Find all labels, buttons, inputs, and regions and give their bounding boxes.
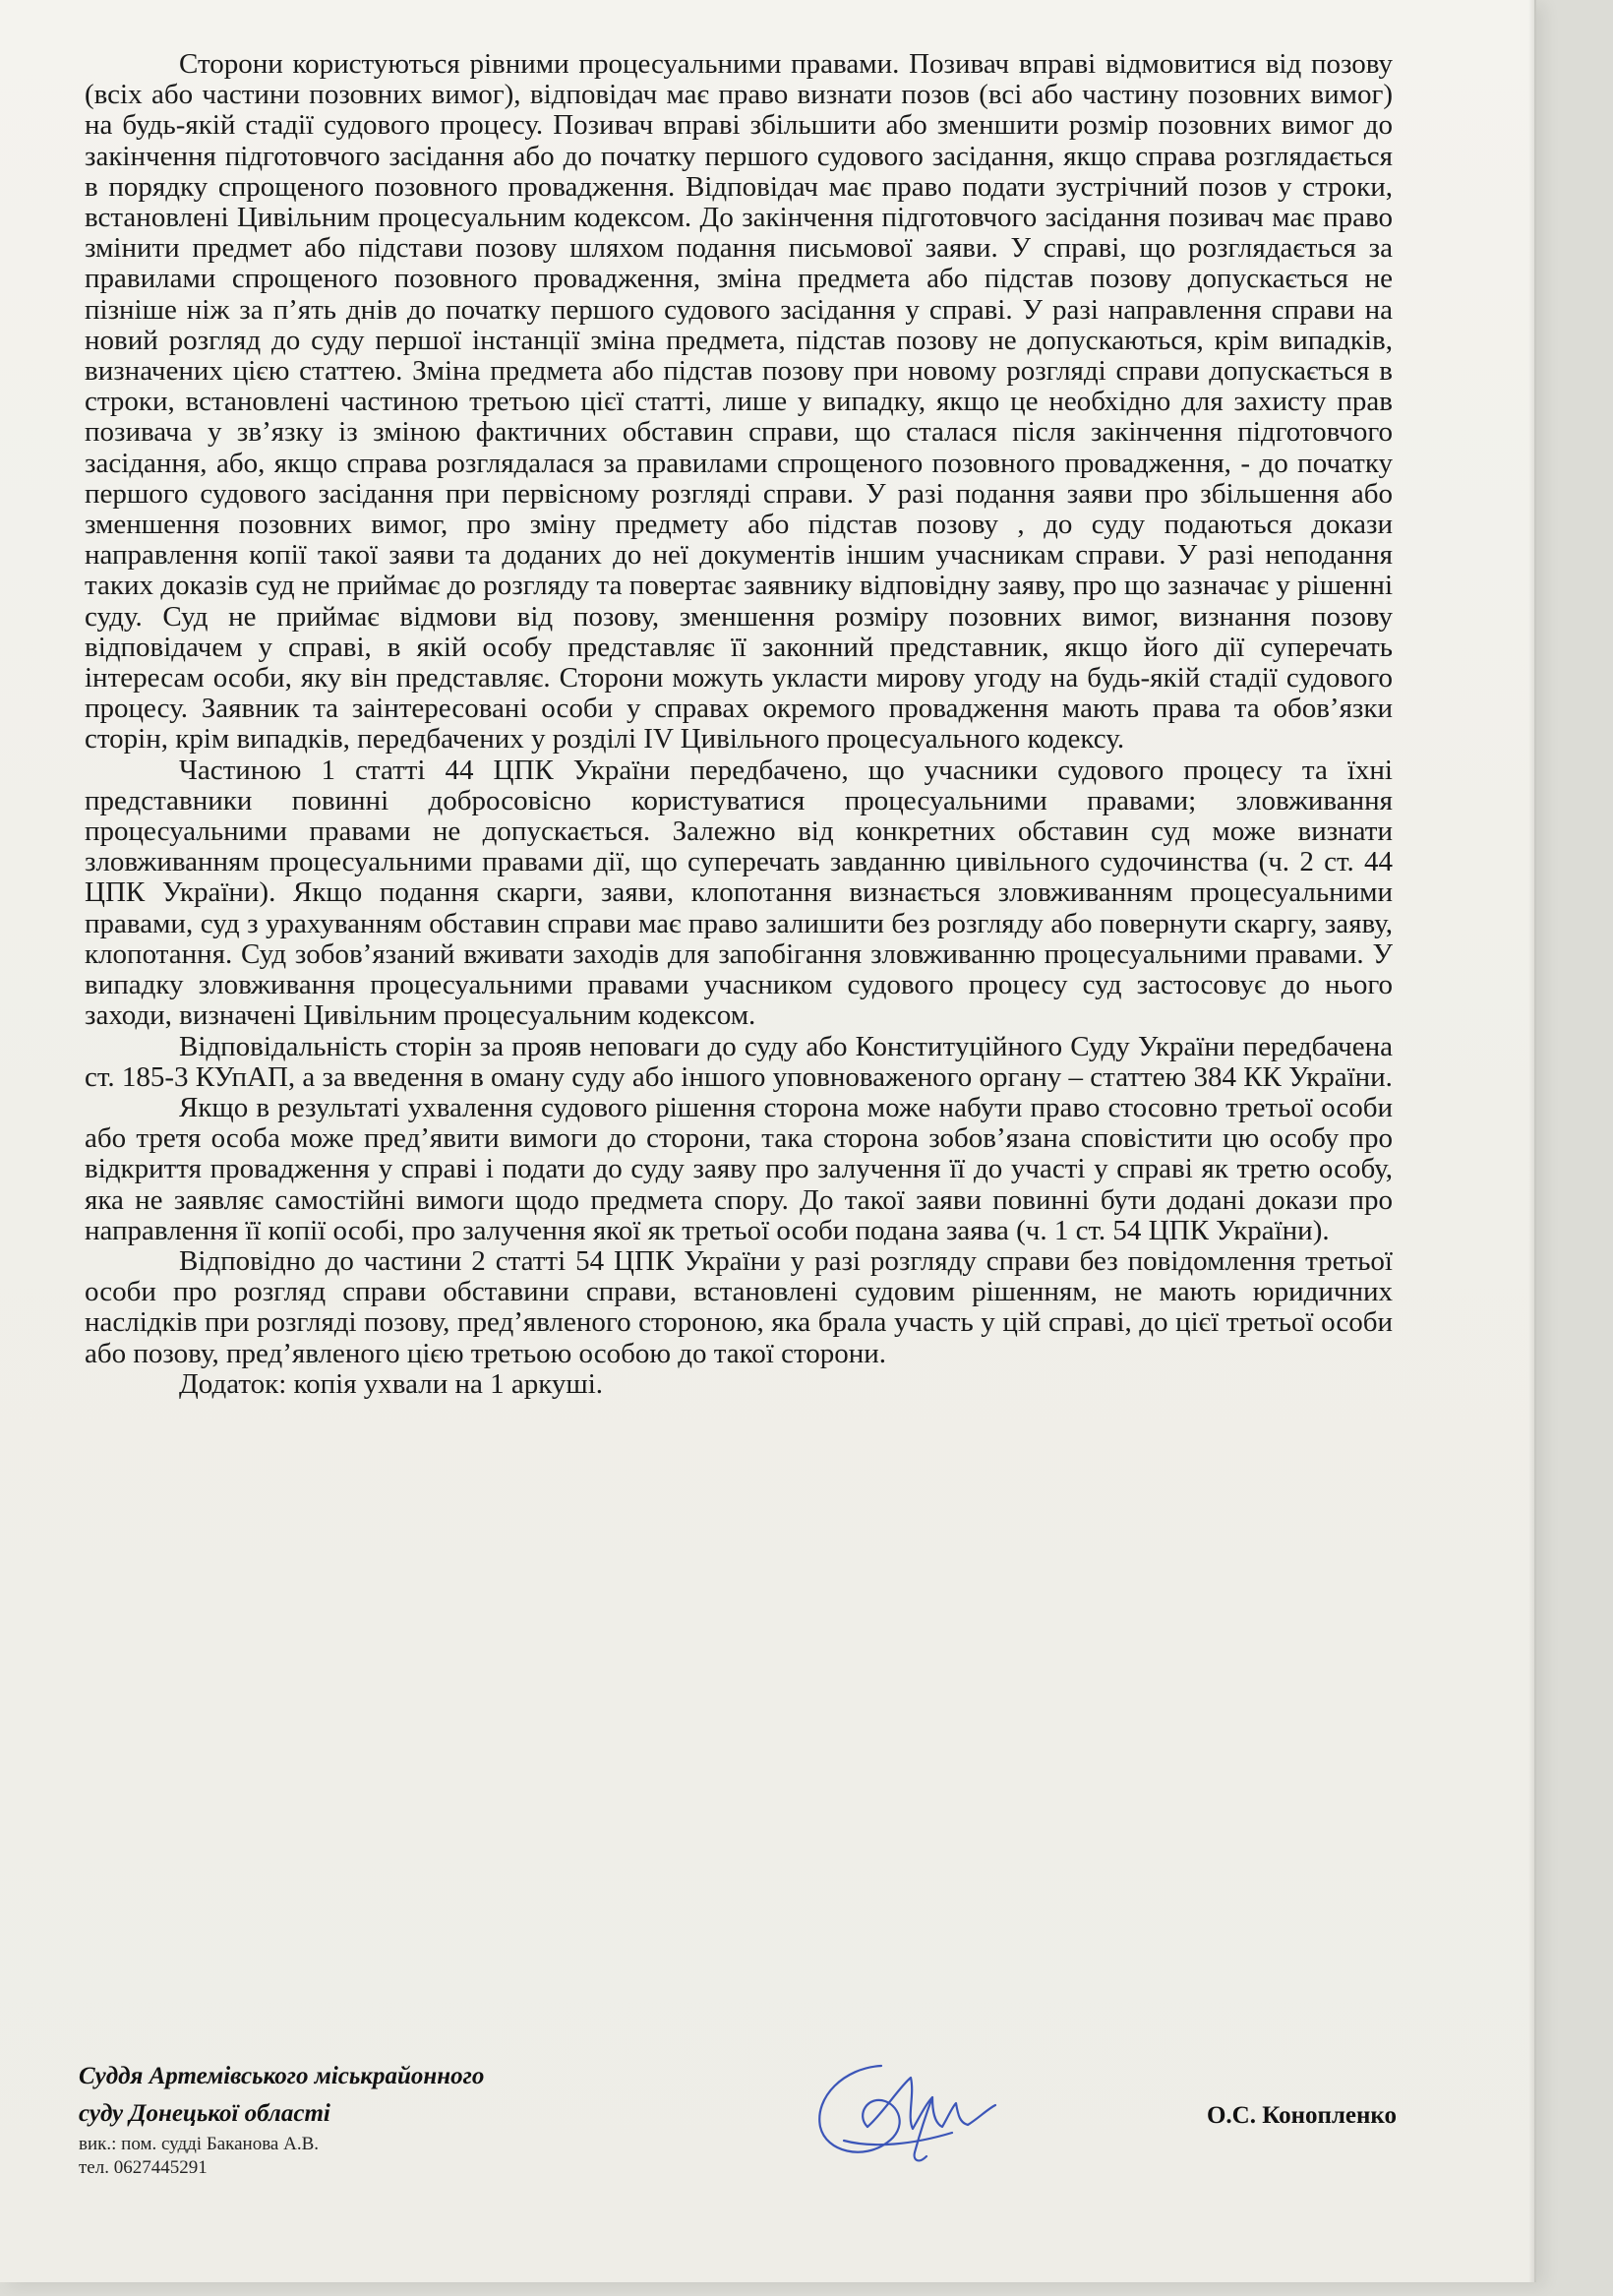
- paragraph-third-party: Якщо в результаті ухвалення судового рішення сторона може набути право стосовно третьої особи або третя особа може пред’явити вимоги до сторони, така сторона зобов’язана сповістити цю особу про відкриття провадження у справі і подати до суду заяву про залучення її до участі у справі як третю особу, яка не заявляє самостійні вимоги щодо предмета спору. До такої заяви повинні бути додані докази про направлення її копії особі, про залучення якої як третьої особи подана заява (ч. 1 ст. 54 ЦПК України).: [85, 1091, 1393, 1246]
- paragraph-article-44: Частиною 1 статті 44 ЦПК України передбачено, що учасники судового процесу та їхні представники повинні добросовісно користуватися процесуальними правами; зловживання процесуальними правами не допускається. Залежно від конкретних обставин суд може визнати зловживанням процесуальними правами дії, що суперечать завданню цивільного судочинства (ч. 2 ст. 44 ЦПК України). Якщо подання скарги, заяви, клопотання визнається зловживанням процесуальними правами, суд з урахуванням обставин справи має право залишити без розгляду або повернути скаргу, заяву, клопотання. Суд зобов’язаний вживати заходів для запобігання зловживанню процесуальними правами. У випадку зловживання процесуальними правами учасником судового процесу суд застосовує до нього заходи, визначені Цивільним процесуальним кодексом.: [85, 754, 1393, 1032]
- signature-main-stroke: [867, 2078, 995, 2129]
- signer-name: О.С. Конопленко: [1206, 2102, 1397, 2129]
- signature-loop-stroke: [819, 2066, 899, 2152]
- executor-line: вик.: пом. судді Баканова А.В.: [79, 2134, 320, 2154]
- document-body: [85, 49, 1393, 1400]
- paragraph-attachment: Додаток: копія ухвали на 1 аркуші.: [179, 1367, 604, 1400]
- paragraph-article-54: Відповідно до частини 2 статті 54 ЦПК України у разі розгляду справи без повідомлення третьої особи про розгляд справи обставини справи, встановлені судовим рішенням, не мають юридичних наслідків при розгляді позову, пред’явленого стороною, яка брала участь у цій справі, до цієї третьої особи або позову, пред’явленого цією третьою особою до такої сторони.: [85, 1244, 1393, 1369]
- paragraph-parties-rights: Сторони користуються рівними процесуальними правами. Позивач вправі відмовитися від позову (всіх або частини позовних вимог), відповідач має право визнати позов (всі або частину позовних вимог) на будь-якій стадії судового процесу. Позивач вправі збільшити або зменшити розмір позовних вимог до закінчення підготовчого засідання або до початку першого судового засідання, якщо справа розглядається в порядку спрощеного позовного провадження. Відповідач має право подати зустрічний позов у строки, встановлені Цивільним процесуальним кодексом. До закінчення підготовчого засідання позивач має право змінити предмет або підстави позову шляхом подання письмової заяви. У справі, що розглядається за правилами спрощеного позовного провадження, зміна предмета або підстав позову допускається не пізніше ніж за п’ять днів до початку першого судового засідання у справі. У разі направлення справи на новий розгляд до суду першої інстанції зміна предмета, підстав позову не допускаються, крім випадків, визначених цією статтею. Зміна предмета або підстав позову при новому розгляді справи допускається в строки, встановлені частиною третьою цієї статті, лише у випадку, якщо це необхідно для захисту прав позивача у зв’язку із зміною фактичних обставин справи, що сталася після закінчення підготовчого засідання, або, якщо справа розглядалася за правилами спрощеного позовного провадження, - до початку першого судового засідання при первісному розгляді справи. У разі подання заяви про збільшення або зменшення позовних вимог, про зміну предмету або підстав позову , до суду подаються докази направлення копії такої заяви та доданих до неї документів іншим учасникам справи. У разі неподання таких доказів суд не приймає до розгляду та повертає заявнику відповідну заяву, про що зазначає у рішенні суду. Суд не приймає відмови від позову, зменшення розміру позовних вимог, визнання позову відповідачем у справі, в якій особу представляє її законний представник, якщо його дії суперечать інтересам особи, яку він представляє. Сторони можуть укласти мирову угоду на будь-якій стадії судового процесу. Заявник та заінтересовані особи у справах окремого провадження мають права та обов’язки сторін, крім випадків, передбачених у розділі IV Цивільного процесуального кодексу.: [85, 48, 1393, 755]
- signature-tail-stroke: [915, 2097, 932, 2160]
- signature-flourish-stroke: [844, 2133, 952, 2145]
- judge-title-line-2: суду Донецької області: [79, 2100, 330, 2127]
- handwritten-signature: [805, 2050, 1011, 2178]
- phone-line: тел. 0627445291: [79, 2157, 208, 2178]
- paragraph-liability: Відповідальність сторін за прояв неповаги до суду або Конституційного Суду України передбачена ст. 185-3 КУпАП, а за введення в оману суду або іншого уповноваженого органу – статтею 384 КК України.: [85, 1030, 1393, 1093]
- judge-title-line-1: Суддя Артемівського міськрайонного: [79, 2063, 485, 2089]
- signature-court-info: [79, 2058, 826, 2180]
- signature-block: [79, 2058, 1397, 2205]
